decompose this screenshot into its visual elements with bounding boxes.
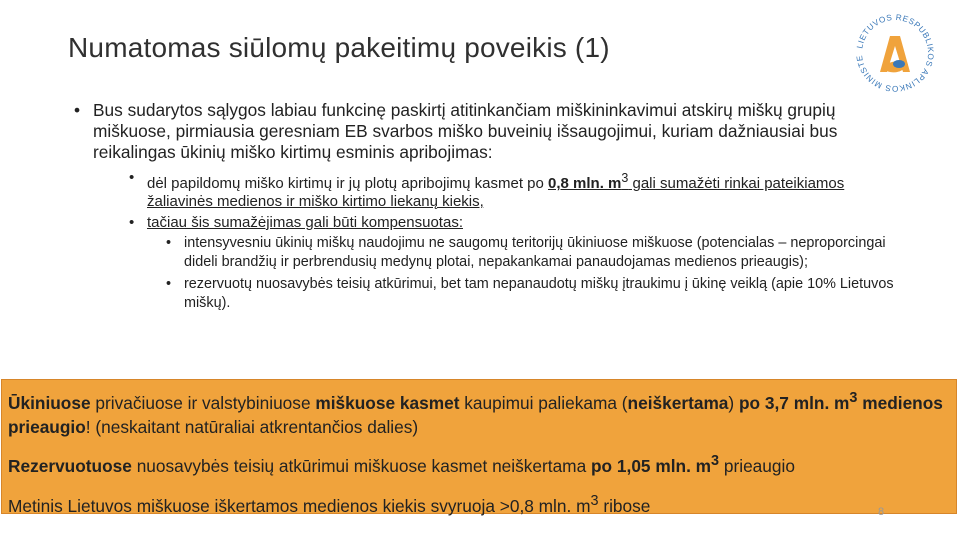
bullet-supply-pre: dėl papildomų miško kirtimų ir jų plotų apribojimų kasmet po xyxy=(147,175,549,192)
box-p1-bold-4: po 3,7 mln. m xyxy=(738,392,850,413)
ministry-logo xyxy=(850,8,940,98)
page-number: 8 xyxy=(878,506,885,518)
bullet-supply-post: gali sumažėti rinkai pateikiamos žaliavinės medienos ir miško kirtimo liekanų kiekis, xyxy=(147,175,845,210)
box-p2-bold-2: po 1,05 mln. m xyxy=(591,455,712,476)
bullet-intensive-use: • intensyvesniu ūkinių miškų naudojimu ne saugomų teritorijų ūkiniuose miškuose (potencialas – neproporcingai dideli brandžių ir perbrendusių medynų plotai, nepakankamai panaudojamas medienos prieaugis); xyxy=(166,234,894,271)
highlight-box xyxy=(1,379,957,514)
bullet-supply-amount: 0,8 mln. m xyxy=(548,175,622,192)
bullet-supply-sup: 3 xyxy=(621,171,629,185)
box-p1-sup: 3 xyxy=(849,390,858,406)
bullet-reserved-forests: • rezervuotų nuosavybės teisių atkūrimui, bet tam nepanaudotų miškų įtraukimu į ūkinę veiklą (apie 10% Lietuvos miškų). xyxy=(166,275,894,312)
box-p3-text-2: ribose xyxy=(598,495,651,516)
box-p1-text-3: ) xyxy=(728,392,739,413)
bullet-list xyxy=(74,100,894,312)
box-p1-text-1: privačiuose ir valstybiniuose xyxy=(90,392,316,413)
box-p1-text-4: ! (neskaitant natūraliai atkrentančios dalies) xyxy=(85,416,419,437)
box-paragraph-3 xyxy=(8,489,948,518)
box-paragraph-1 xyxy=(8,386,948,439)
box-p1-bold-5: medienos prieaugio xyxy=(8,392,943,437)
box-p2-sup: 3 xyxy=(711,452,720,469)
page-title: Numatomas siūlomų pakeitimų poveikis (1) xyxy=(68,32,610,63)
box-p3-text-1: Metinis Lietuvos miškuose iškertamos medienos kiekis svyruoja >0,8 mln. m xyxy=(8,495,591,516)
box-p2-text-2: prieaugio xyxy=(719,455,795,476)
box-p1-text-2: kaupimui paliekama ( xyxy=(459,392,628,413)
bullet-main: • Bus sudarytos sąlygos labiau funkcinę paskirtį atitinkančiam miškininkavimui atskirų miškų grupių miškuose, pirmiausia geresniam EB svarbos miško buveinių išsaugojimui, kuriam dažniausiai bus reikalingas ūkinių miško kirtimų esminis apribojimas: xyxy=(74,100,894,163)
box-p2-text-1: nuosavybės teisių atkūrimui miškuose kasmet neiškertama xyxy=(131,455,591,476)
box-p2-bold-1: Rezervuotuose xyxy=(8,455,132,476)
box-p1-bold-3: neiškertama xyxy=(627,392,729,413)
box-p1-bold-1: Ūkiniuose xyxy=(8,392,91,413)
bullet-supply-reduction xyxy=(129,169,894,211)
ministry-logo-icon xyxy=(850,8,940,98)
bullet-compensation xyxy=(129,214,894,232)
box-p3-sup: 3 xyxy=(590,492,599,509)
logo-ring-text: LIETUVOS RESPUBLIKOS APLINKOS MINISTE xyxy=(854,12,936,94)
box-p1-bold-2: miškuose kasmet xyxy=(315,392,460,413)
box-paragraph-2 xyxy=(8,449,948,478)
bullet-compensation-text: tačiau šis sumažėjimas gali būti kompensuotas: xyxy=(147,214,463,231)
